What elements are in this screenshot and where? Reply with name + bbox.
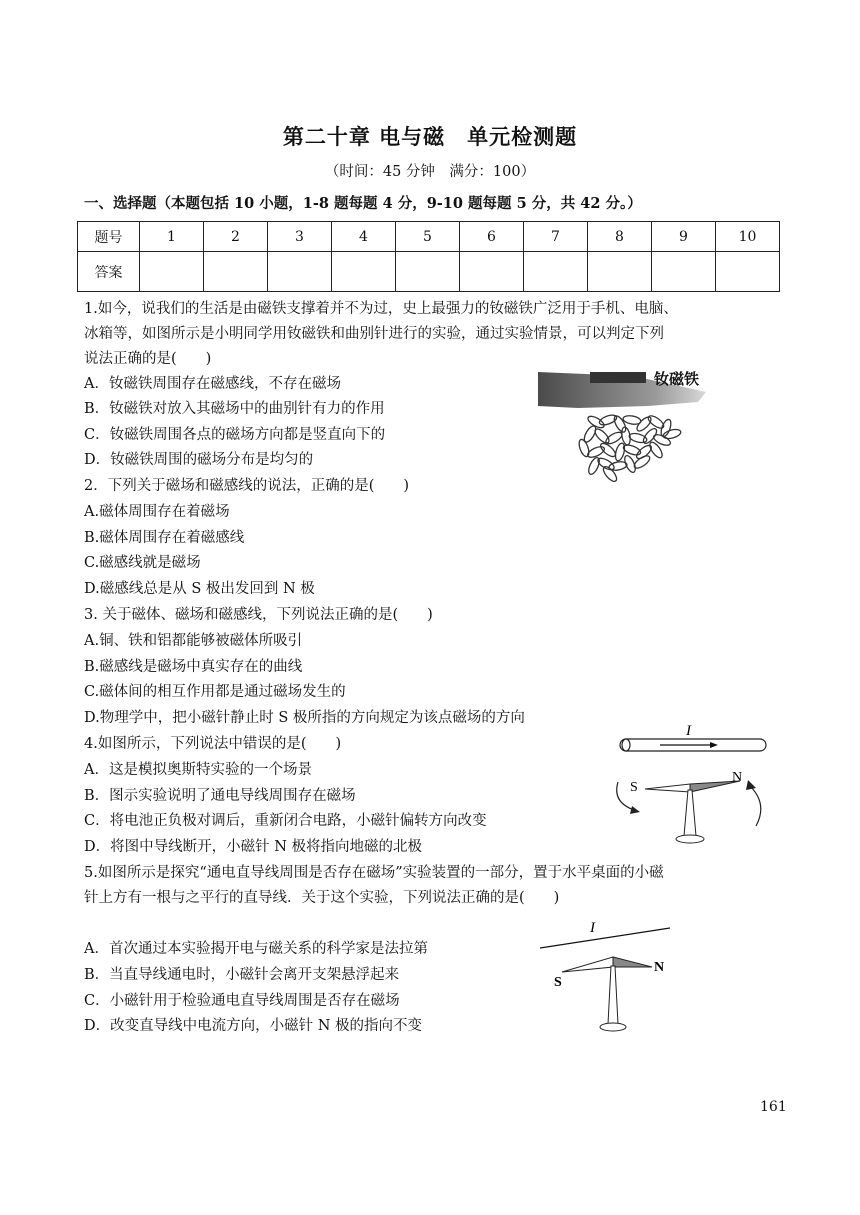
answer-cell[interactable] [204, 252, 268, 292]
south-label: S [554, 975, 562, 990]
q4-option-a: A．这是模拟奥斯特实验的一个场景 [84, 762, 312, 778]
answer-cell[interactable] [140, 252, 204, 292]
q2-stem: 2．下列关于磁场和磁感线的说法，正确的是( ) [84, 478, 410, 494]
q1-stem-line3: 说法正确的是( ) [84, 351, 212, 367]
q5-option-c: C．小磁针用于检验通电直导线周围是否存在磁场 [84, 993, 400, 1009]
table-cell: 9 [652, 222, 716, 252]
answer-cell[interactable] [652, 252, 716, 292]
current-label: I [686, 723, 691, 739]
exam-info: （时间：45 分钟 满分：100） [324, 164, 536, 180]
q5-option-a: A．首次通过本实验揭开电与磁关系的科学家是法拉第 [84, 941, 428, 957]
needle-n-half [613, 957, 652, 967]
answer-cell[interactable] [396, 252, 460, 292]
table-cell: 4 [332, 222, 396, 252]
table-cell: 3 [268, 222, 332, 252]
q3-option-d: D.物理学中，把小磁针静止时 S 极所指的方向规定为该点磁场的方向 [84, 710, 525, 726]
q2-option-b: B.磁体周围存在着磁感线 [84, 530, 245, 546]
answer-cell[interactable] [268, 252, 332, 292]
answer-cell[interactable] [524, 252, 588, 292]
q2-option-c: C.磁感线就是磁场 [84, 555, 201, 571]
north-label: N [654, 960, 665, 975]
rotate-arrow-right [750, 786, 761, 826]
south-label: S [630, 780, 638, 795]
straight-wire [540, 928, 670, 948]
q4-stem: 4.如图所示，下列说法中错误的是( ) [84, 736, 342, 752]
q1-figure-magnet [538, 362, 748, 482]
magnet-label: 钕磁铁 [654, 372, 700, 388]
page-number: 161 [760, 1099, 787, 1115]
q2-option-a: A.磁体周围存在着磁场 [84, 504, 230, 520]
q5-figure-wire-needle [538, 914, 708, 1038]
q4-figure-oersted [600, 718, 775, 858]
q3-option-a: A.铜、铁和铝都能够被磁体所吸引 [84, 633, 303, 649]
table-cell: 6 [460, 222, 524, 252]
stand-base [676, 835, 704, 843]
magnet-block [590, 372, 646, 383]
table-cell: 5 [396, 222, 460, 252]
q4-option-c: C．将电池正负极对调后，重新闭合电路，小磁针偏转方向改变 [84, 813, 487, 829]
q5-stem-line2: 针上方有一根与之平行的直导线．关于这个实验，下列说法正确的是( ) [84, 890, 560, 906]
north-label: N [732, 770, 743, 785]
needle-s-half [645, 784, 690, 792]
q1-option-a: A．钕磁铁周围存在磁感线，不存在磁场 [84, 376, 341, 392]
answer-table [77, 221, 780, 292]
table-cell: 7 [524, 222, 588, 252]
q1-option-b: B．钕磁铁对放入其磁场中的曲别针有力的作用 [84, 401, 385, 417]
answer-cell[interactable] [460, 252, 524, 292]
q5-stem-line1: 5.如图所示是探究“通电直导线周围是否存在磁场”实验装置的一部分，置于水平桌面的小磁 [84, 865, 664, 881]
paperclips [577, 413, 682, 482]
page-title: 第二十章 电与磁 单元检测题 [282, 125, 578, 149]
table-cell: 1 [140, 222, 204, 252]
answer-cell[interactable] [588, 252, 652, 292]
q1-stem-line2: 冰箱等，如图所示是小明同学用钕磁铁和曲别针进行的实验，通过实验情景，可以判定下列 [84, 326, 664, 342]
current-label: I [590, 920, 595, 936]
table-cell: 2 [204, 222, 268, 252]
q4-option-d: D．将图中导线断开，小磁针 N 极将指向地磁的北极 [84, 839, 423, 855]
answer-cell[interactable] [716, 252, 780, 292]
row-label-answer: 答案 [78, 252, 140, 292]
stand-base [600, 1023, 626, 1031]
table-cell: 10 [716, 222, 780, 252]
section-heading: 一、选择题（本题包括 10 小题，1-8 题每题 4 分，9-10 题每题 5 分，共 42 分。） [84, 195, 642, 212]
q1-option-d: D．钕磁铁周围的磁场分布是均匀的 [84, 452, 314, 468]
q3-option-b: B.磁感线是磁场中真实存在的曲线 [84, 659, 303, 675]
q2-option-d: D.磁感线总是从 S 极出发回到 N 极 [84, 581, 315, 597]
row-label-number: 题号 [78, 222, 140, 252]
q5-option-b: B．当直导线通电时，小磁针会离开支架悬浮起来 [84, 967, 400, 983]
needle-stand [684, 790, 696, 836]
table-cell: 8 [588, 222, 652, 252]
q1-option-c: C．钕磁铁周围各点的磁场方向都是竖直向下的 [84, 427, 386, 443]
q3-stem: 3. 关于磁体、磁场和磁感线，下列说法正确的是( ) [84, 607, 433, 623]
needle-stand [608, 966, 618, 1024]
q1-stem-line1: 1.如今，说我们的生活是由磁铁支撑着并不为过，史上最强力的钕磁铁广泛用于手机、电脑、 [84, 301, 678, 317]
q5-option-d: D．改变直导线中电流方向，小磁针 N 极的指向不变 [84, 1018, 423, 1034]
q4-option-b: B．图示实验说明了通电导线周围存在磁场 [84, 788, 356, 804]
needle-s-half [562, 957, 613, 972]
answer-cell[interactable] [332, 252, 396, 292]
q3-option-c: C.磁体间的相互作用都是通过磁场发生的 [84, 684, 346, 700]
